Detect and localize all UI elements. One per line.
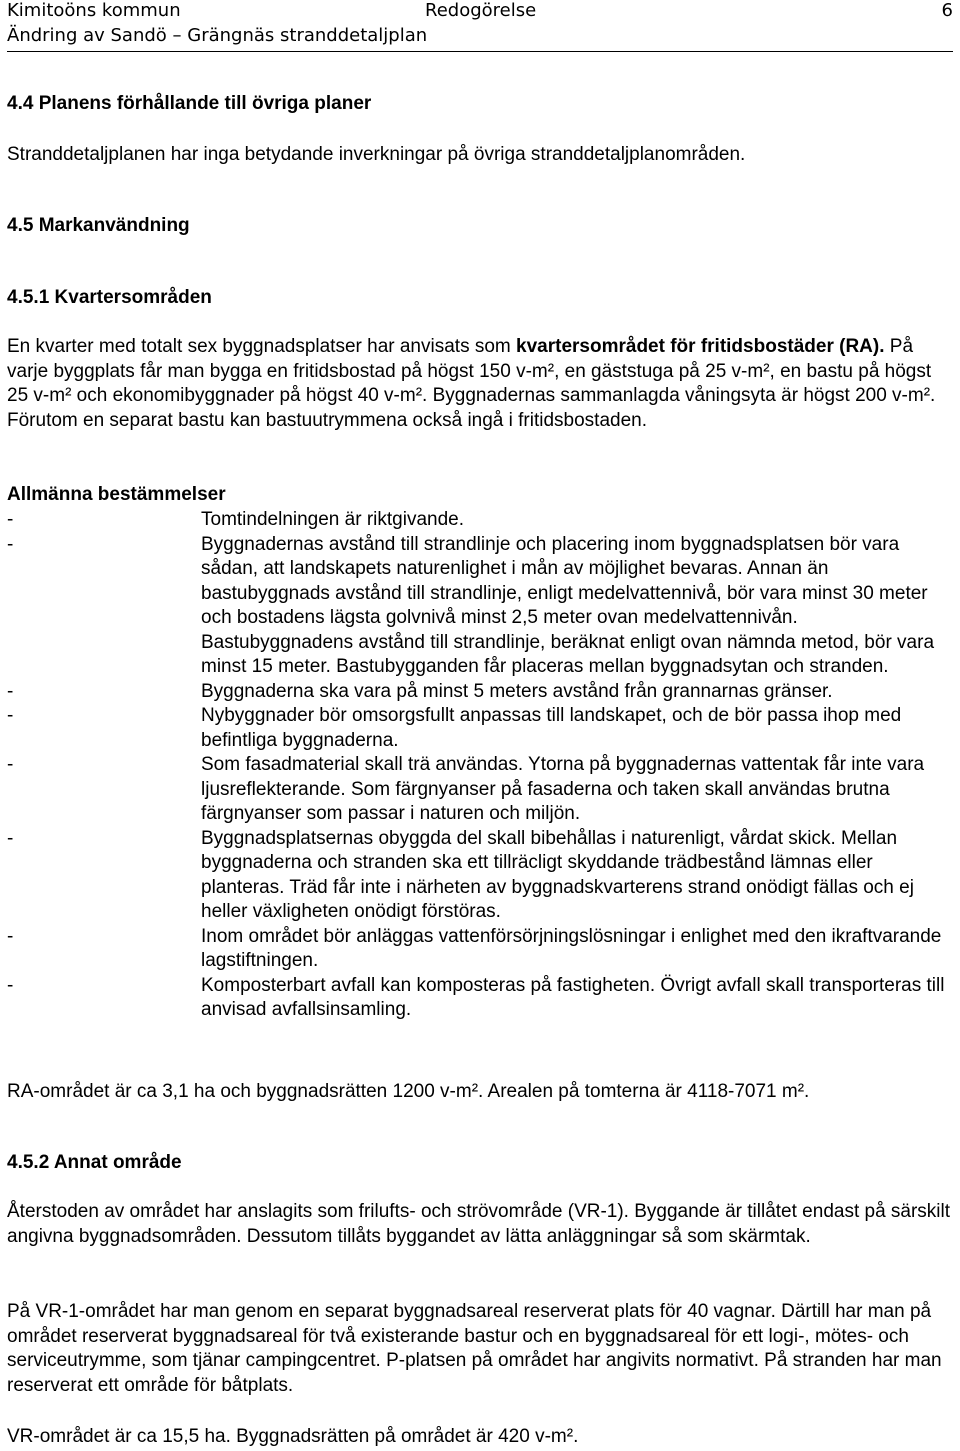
paragraph-vr-summary: VR-området är ca 15,5 ha. Byggnadsrätten på området är 420 v-m².	[7, 1426, 579, 1447]
list-dash: -	[7, 925, 14, 947]
page-number: 6	[941, 0, 953, 21]
page-header	[7, 0, 953, 22]
list-item-text: Som fasadmaterial skall trä användas. Ytorna på byggnadernas vattentak får inte vara ljusreflekterande. Som färgnyanser på fasaderna och taken skall användas brutna färgnyanser som passar i naturen och miljön.	[201, 754, 925, 824]
list-item-text: Byggnaderna ska vara på minst 5 meters avstånd från grannarnas gränser.	[201, 680, 833, 702]
list-item-text: Inom området bör anläggas vattenförsörjningslösningar i enlighet med den ikraftvarande lagstiftningen.	[201, 925, 942, 971]
list-dash: -	[7, 533, 14, 555]
list-item	[7, 753, 953, 827]
paragraph-vr-camping: På VR-1-området har man genom en separat byggnadsareal reserverat plats för 40 vagnar. Därtill har man på området reserverat byggnadsareal för två existerande bastur och en byggnadsareal för ett logi-, mötes- och serviceutrymme, som tjänar campingcentret. P-platsen på området har angivits normativt. På stranden har man reserverat ett område för båtplats.	[7, 1301, 942, 1396]
list-item-text: Nybyggnader bör omsorgsfullt anpassas till landskapet, och de bör passa ihop med befintliga byggnaderna.	[201, 705, 902, 751]
header-municipality: Kimitoöns kommun	[7, 0, 181, 21]
paragraph-4-4: Stranddetaljplanen har inga betydande inverkningar på övriga stranddetaljplanområden.	[7, 144, 746, 165]
list-dash: -	[7, 509, 14, 530]
paragraph-ra-summary: RA-området är ca 3,1 ha och byggnadsrätten 1200 v-m². Arealen på tomterna är 4118-7071 m².	[7, 1081, 810, 1102]
header-doc-type: Redogörelse	[425, 0, 537, 21]
heading-4-5-2: 4.5.2 Annat område	[7, 1152, 182, 1173]
list-item	[7, 704, 953, 753]
list-item	[7, 680, 953, 705]
list-dash: -	[7, 974, 14, 996]
paragraph-vr-intro: Återstoden av området har anslagits som frilufts- och strövområde (VR-1). Byggande är tillåtet endast på särskilt angivna byggnadsområden. Dessutom tillåts byggandet av lätta anläggningar så som skärmtak.	[7, 1201, 951, 1247]
heading-general-provisions: Allmänna bestämmelser	[7, 484, 226, 505]
list-dash: -	[7, 754, 14, 775]
ra-intro-rest: På varje byggplats får man bygga en fritidsbostad på högst 150 v-m², en gäststuga på 25 v-m², en bastu på högst 25 v-m² och ekonomibyggnader på högst 40 v-m². Byggnadernas sammanlagda våningsyta är högst 200 v-m². Förutom en separat bastu kan bastuutrymmena också ingå i fritidsbostaden.	[7, 336, 936, 431]
list-item	[7, 827, 953, 925]
heading-4-5: 4.5 Markanvändning	[7, 215, 190, 236]
header-rule	[7, 51, 953, 52]
ra-intro-start: En kvarter med totalt sex byggnadsplatser har anvisats som	[7, 336, 517, 357]
list-item-text: Tomtindelningen är riktgivande.	[201, 509, 464, 530]
list-item	[7, 925, 953, 974]
list-item-text: Komposterbart avfall kan komposteras på fastigheten. Övrigt avfall skall transporteras till anvisad avfallsinsamling.	[201, 974, 945, 1020]
header-subtitle: Ändring av Sandö – Grängnäs stranddetaljplan	[7, 25, 428, 46]
list-dash: -	[7, 705, 14, 726]
list-item	[7, 974, 953, 1023]
list-item-text: Byggnadernas avstånd till strandlinje och placering inom byggnadsplatsen bör vara sådan, att landskapets naturenlighet i mån av möjlighet bevaras. Annan än bastubyggnads avstånd till strandlinje, enligt medelvattennivå, bör vara minst 30 meter och bostadens lägsta golvnivå minst 2,5 meter ovan medelvattennivån. Bastubyggnadens avstånd till strandlinje, beräknat enligt ovan nämnda metod, bör vara minst 15 meter. Bastubygganden får placeras mellan byggnadsytan och stranden.	[201, 533, 935, 677]
heading-4-4: 4.4 Planens förhållande till övriga planer	[7, 93, 372, 114]
list-item	[7, 508, 953, 533]
list-item	[7, 533, 953, 680]
paragraph-ra-intro	[7, 335, 953, 433]
header-subtitle-row	[7, 25, 953, 47]
ra-intro-bold: kvartersområdet för fritidsbostäder (RA).	[516, 336, 885, 357]
list-dash: -	[7, 680, 14, 702]
list-dash: -	[7, 827, 14, 849]
list-item-text: Byggnadsplatsernas obyggda del skall bibehållas i naturenligt, vårdat skick. Mellan byggnaderna och stranden ska ett tillräcligt skyddande trädbestånd lämnas eller planteras. Träd får inte i närheten av byggnadskvarterens strand onödigt fällas och ej heller växligheten onödigt förstöras.	[201, 827, 914, 922]
provisions-list	[7, 508, 953, 1023]
heading-4-5-1: 4.5.1 Kvartersområden	[7, 287, 212, 308]
